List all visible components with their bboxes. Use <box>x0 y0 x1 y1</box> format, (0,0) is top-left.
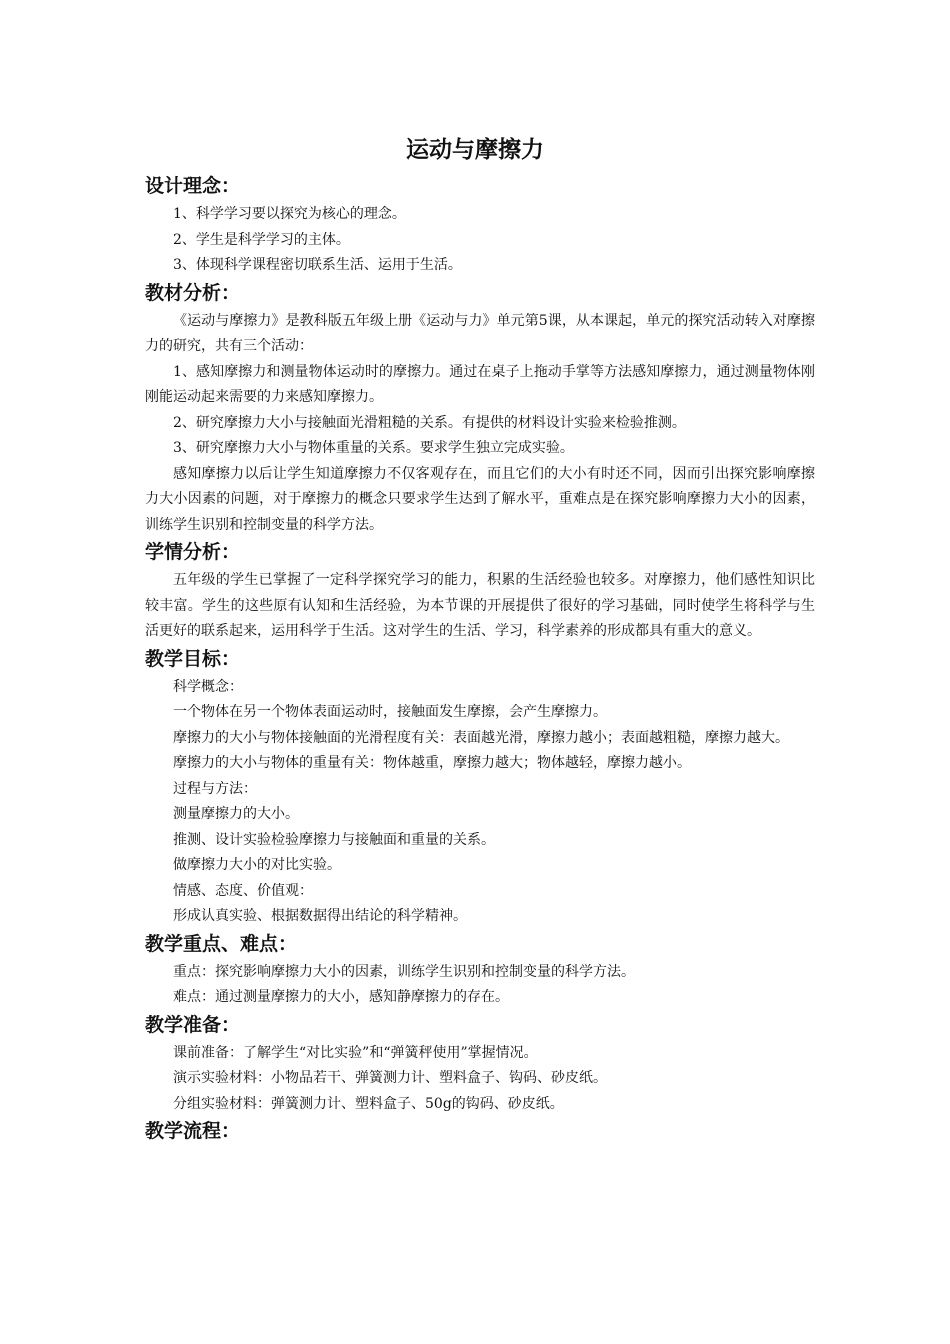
section-design-philosophy <box>145 172 815 279</box>
section-teaching-objectives <box>145 645 815 930</box>
section-teaching-preparation <box>145 1011 815 1118</box>
section-paragraph: 2、研究摩擦力大小与接触面光滑粗糙的关系。有提供的材料设计实验来检验推测。 <box>173 414 686 431</box>
document-title: 运动与摩擦力 <box>406 137 544 163</box>
section-paragraph: 摩擦力的大小与物体的重量有关：物体越重，摩擦力越大；物体越轻，摩擦力越小。 <box>173 755 691 771</box>
section-paragraph: 科学概念： <box>173 678 243 695</box>
section-key-difficult-points <box>145 930 815 1011</box>
section-material-analysis <box>145 279 815 539</box>
document-body <box>145 172 815 1147</box>
section-paragraph: 《运动与摩擦力》是教科版五年级上册《运动与力》单元第5课，从本课起，单元的探究活动转入对摩擦力的研究，共有三个活动： <box>145 312 815 354</box>
section-paragraph: 过程与方法： <box>173 780 257 797</box>
section-paragraph: 一个物体在另一个物体表面运动时，接触面发生摩擦，会产生摩擦力。 <box>173 704 607 720</box>
section-paragraph: 课前准备：了解学生“对比实验”和“弹簧秤使用”掌握情况。 <box>173 1044 538 1061</box>
section-paragraph: 测量摩擦力的大小。 <box>173 806 299 822</box>
section-heading: 学情分析： <box>145 541 241 563</box>
section-student-analysis <box>145 538 815 645</box>
section-teaching-process <box>145 1117 815 1147</box>
section-paragraph: 演示实验材料：小物品若干、弹簧测力计、塑料盒子、钩码、砂皮纸。 <box>173 1070 607 1086</box>
section-heading: 教学流程： <box>145 1120 241 1142</box>
section-paragraph: 推测、设计实验检验摩擦力与接触面和重量的关系。 <box>173 831 495 848</box>
section-paragraph: 分组实验材料：弹簧测力计、塑料盒子、50g的钩码、砂皮纸。 <box>173 1095 564 1112</box>
section-paragraph: 摩擦力的大小与物体接触面的光滑程度有关：表面越光滑，摩擦力越小；表面越粗糙，摩擦力越大。 <box>173 729 789 746</box>
section-paragraph: 1、科学学习要以探究为核心的理念。 <box>173 206 406 222</box>
section-heading: 教学目标： <box>145 647 241 670</box>
section-heading: 教学重点、难点： <box>145 932 298 955</box>
section-paragraph: 3、研究摩擦力大小与物体重量的关系。要求学生独立完成实验。 <box>173 440 574 456</box>
section-paragraph: 五年级的学生已掌握了一定科学探究学习的能力，积累的生活经验也较多。对摩擦力，他们感性知识比较丰富。学生的这些原有认知和生活经验，为本节课的开展提供了很好的学习基础，同时使学生将科学与生活更好的联系起来，运用科学于生活。这对学生的生活、学习，科学素养的形成都具有重大的意义。 <box>145 572 815 639</box>
section-heading: 教学准备： <box>145 1013 241 1036</box>
section-paragraph: 1、感知摩擦力和测量物体运动时的摩擦力。通过在桌子上拖动手掌等方法感知摩擦力，通过测量物体刚刚能运动起来需要的力来感知摩擦力。 <box>145 363 815 405</box>
section-paragraph: 难点：通过测量摩擦力的大小，感知静摩擦力的存在。 <box>173 989 509 1005</box>
section-heading: 设计理念： <box>145 175 241 197</box>
section-heading: 教材分析： <box>145 281 241 304</box>
section-paragraph: 感知摩擦力以后让学生知道摩擦力不仅客观存在，而且它们的大小有时还不同，因而引出探究影响摩擦力大小因素的问题，对于摩擦力的概念只要求学生达到了解水平，重难点是在探究影响摩擦力大小的因素，训练学生识别和控制变量的科学方法。 <box>145 465 815 533</box>
section-paragraph: 情感、态度、价值观： <box>173 882 313 899</box>
section-paragraph: 做摩擦力大小的对比实验。 <box>173 857 341 873</box>
section-paragraph: 2、学生是科学学习的主体。 <box>173 231 350 248</box>
section-paragraph: 3、体现科学课程密切联系生活、运用于生活。 <box>173 257 462 273</box>
section-paragraph: 重点：探究影响摩擦力大小的因素，训练学生识别和控制变量的科学方法。 <box>173 963 635 980</box>
section-paragraph: 形成认真实验、根据数据得出结论的科学精神。 <box>173 908 467 924</box>
